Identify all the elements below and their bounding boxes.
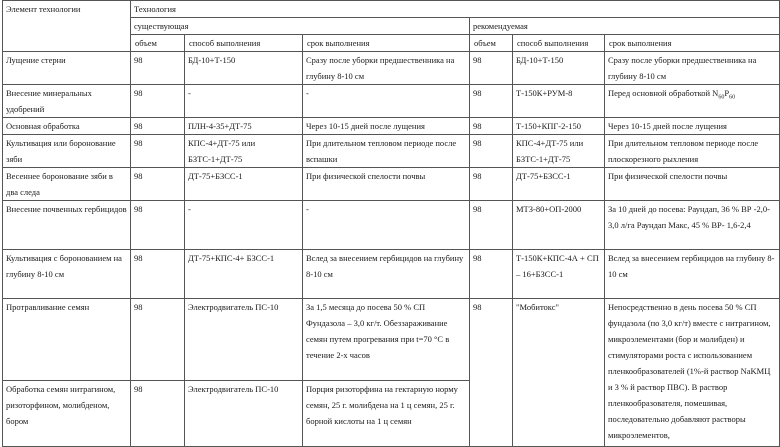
row-ex-volume: 98 [131, 85, 185, 118]
row-ex-timing: При физической спелости почвы [303, 168, 470, 201]
row-rec-method: КПС-4+ДТ-75 или БЗТС-1+ДТ-75 [513, 135, 605, 168]
row-ex-timing: За 1,5 месяца до посева 50 % СП Фундазола – 3,0 кг/т. Обеззараживание семян путем прогревания при t=70 °С в течение 2-х часов [303, 299, 470, 381]
row-ex-timing: При длительном тепловом периоде после вспашки [303, 135, 470, 168]
row-ex-timing: Вслед за внесением гербицидов на глубину 8-10 см [303, 250, 470, 299]
row-rec-method: Т-150+КПГ-2-150 [513, 118, 605, 135]
header-ex-timing: срок выполнения [303, 35, 470, 52]
row-rec-method: "Мобитокс" [513, 299, 605, 447]
row-ex-method: Электродвигатель ПС-10 [185, 299, 303, 381]
row-ex-volume: 98 [131, 299, 185, 381]
row-rec-volume: 98 [470, 118, 513, 135]
table-row [3, 135, 780, 168]
header-ex-method: способ выполнения [185, 35, 303, 52]
header-existing: существующая [131, 18, 470, 35]
row-element: Обработка семян нитрагином, ризоторфином, молибденом, бором [3, 381, 131, 447]
row-element: Внесение почвенных гербицидов [3, 201, 131, 250]
row-ex-method: ДТ-75+КПС-4+ БЗСС-1 [185, 250, 303, 299]
header-rec-timing: срок выполнения [605, 35, 780, 52]
row-ex-method: - [185, 201, 303, 250]
table-row [3, 85, 780, 118]
row-rec-method: МТЗ-80+ОП-2000 [513, 201, 605, 250]
row-rec-timing: За 10 дней до посева: Раундап, 36 % ВР -2,0-3,0 л/га Раундап Макс, 45 % ВР- 1,6-2,4 [605, 201, 780, 250]
row-rec-method: БД-10+Т-150 [513, 52, 605, 85]
row-ex-timing: Через 10-15 дней после лущения [303, 118, 470, 135]
row-rec-volume: 98 [470, 250, 513, 299]
rec-timing-sub-p: 60 [729, 94, 736, 101]
row-ex-timing: - [303, 201, 470, 250]
row-ex-volume: 98 [131, 135, 185, 168]
header-recommended: рекомендуемая [470, 18, 780, 35]
row-ex-volume: 98 [131, 381, 185, 447]
technology-table [2, 0, 780, 447]
table-row [3, 201, 780, 250]
row-rec-method: Т-150К+КПС-4А + СП – 16+БЗСС-1 [513, 250, 605, 299]
row-rec-timing: Непосредственно в день посева 50 % СП фундазола (по 3,0 кг/т) вместе с нитрагином, микроэлементами (бор и молибден) и стимуляторами роста с использованием пленкообразователей (1%-й раствор NaKMЦ и 3 % й раствор ПВС). В раствор пленкообразователя, помешивая, последовательно добавляют растворы микроэлементов, [605, 299, 780, 447]
row-ex-timing: Сразу после уборки предшественника на глубину 8-10 см [303, 52, 470, 85]
rec-timing-sub-n: 60 [718, 94, 725, 101]
header-rec-method: способ выполнения [513, 35, 605, 52]
header-ex-volume: объем [131, 35, 185, 52]
header-technology: Технология [131, 1, 780, 18]
table-row [3, 52, 780, 85]
row-element: Основная обработка [3, 118, 131, 135]
row-element: Весеннее боронование зяби в два следа [3, 168, 131, 201]
row-ex-volume: 98 [131, 118, 185, 135]
row-element: Культивация с боронованием на глубину 8-10 см [3, 250, 131, 299]
row-rec-method: Т-150К+РУМ-8 [513, 85, 605, 118]
table-row [3, 250, 780, 299]
row-rec-volume: 98 [470, 299, 513, 447]
row-rec-volume: 98 [470, 168, 513, 201]
row-ex-timing: - [303, 85, 470, 118]
row-ex-volume: 98 [131, 52, 185, 85]
table-row [3, 299, 780, 381]
row-ex-method: Электродвигатель ПС-10 [185, 381, 303, 447]
rec-timing-p: P [724, 88, 730, 98]
row-rec-timing [605, 85, 780, 118]
table-row [3, 118, 780, 135]
row-ex-method: БД-10+Т-150 [185, 52, 303, 85]
row-ex-method: - [185, 85, 303, 118]
row-element: Внесение минеральных удобрений [3, 85, 131, 118]
header-rec-volume: объем [470, 35, 513, 52]
row-rec-timing: При длительном тепловом периоде после плоскорезного рыхления [605, 135, 780, 168]
row-rec-timing: Вслед за внесением гербицидов на глубину 8-10 см [605, 250, 780, 299]
row-ex-timing: Порция ризоторфина на гектарную норму семян, 25 г. молибдена на 1 ц семян, 25 г. борной кислоты на 1 ц семян [303, 381, 470, 447]
row-rec-method: ДТ-75+БЗСС-1 [513, 168, 605, 201]
row-rec-timing: Сразу после уборки предшественника на глубину 8-10 см [605, 52, 780, 85]
row-ex-volume: 98 [131, 250, 185, 299]
row-rec-timing: При физической спелости почвы [605, 168, 780, 201]
rec-timing-text: Перед основной обработкой N [608, 88, 719, 98]
row-ex-volume: 98 [131, 201, 185, 250]
table-row [3, 168, 780, 201]
row-ex-method: КПС-4+ДТ-75 или БЗТС-1+ДТ-75 [185, 135, 303, 168]
row-rec-volume: 98 [470, 52, 513, 85]
row-ex-method: ДТ-75+БЗСС-1 [185, 168, 303, 201]
row-ex-method: ПЛН-4-35+ДТ-75 [185, 118, 303, 135]
row-element: Протравливание семян [3, 299, 131, 381]
row-rec-timing: Через 10-15 дней после лущения [605, 118, 780, 135]
row-element: Лущение стерни [3, 52, 131, 85]
row-element: Культивация или боронование зяби [3, 135, 131, 168]
row-rec-volume: 98 [470, 85, 513, 118]
row-rec-volume: 98 [470, 135, 513, 168]
header-element: Элемент технологии [3, 1, 131, 52]
row-ex-volume: 98 [131, 168, 185, 201]
row-rec-volume: 98 [470, 201, 513, 250]
